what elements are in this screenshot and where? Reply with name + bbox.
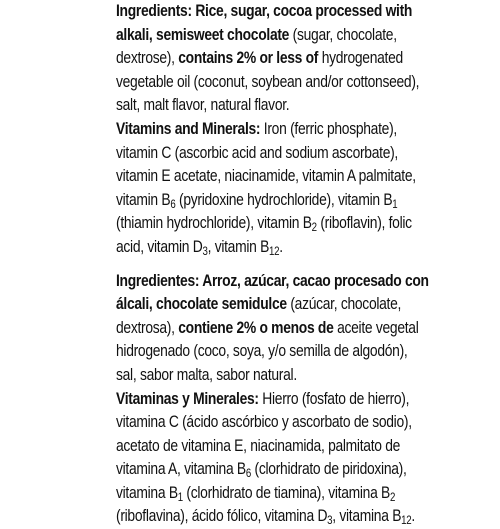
text: (clorhidrato de piridoxina), [251,460,407,478]
text: dextrosa), [116,319,178,337]
line [116,212,494,236]
line [116,0,494,24]
line [116,118,494,142]
line [116,47,494,71]
line [116,189,494,213]
text: hydrogenated [318,49,403,67]
bold-text: álcali, chocolate semidulce [116,295,287,313]
spanish-ingredients [116,270,494,388]
text: (riboflavin), folic [317,214,412,232]
line [116,94,494,118]
line [116,340,494,364]
text: (clorhidrato de tiamina), vitamina B [183,484,390,502]
subscript: 3 [327,515,332,527]
text: acid, vitamin D [116,238,202,256]
text: hidrogenado (coco, soya, y/o semilla de algodón), [116,342,407,360]
line [116,364,494,388]
ingredients-heading: Ingredients: Rice, sugar, cocoa processed with [116,2,412,20]
vitaminas-heading: Vitaminas y Minerales: [116,390,259,408]
text: , vitamina B [332,507,401,525]
subscript: 2 [312,222,317,234]
text: vitamin E acetate, niacinamide, vitamin A palmitate, [116,167,416,185]
text: (riboflavina), ácido fólico, vitamina D [116,507,327,525]
text: (azúcar, chocolate, [287,295,401,313]
line [116,165,494,189]
bold-text: alkali, semisweet chocolate [116,26,289,44]
line [116,71,494,95]
text: acetato de vitamina E, niacinamida, palmitato de [116,437,400,455]
text: vitamina A, vitamina B [116,460,246,478]
text: dextrose), [116,49,178,67]
line [116,435,494,459]
text: vitamina C (ácido ascórbico y ascorbato de sodio), [116,413,412,431]
subscript: 6 [246,468,251,480]
line [116,270,494,294]
bold-text: contains 2% or less of [178,49,318,67]
text: , vitamin B [208,238,269,256]
line [116,458,494,482]
text: (pyridoxine hydrochloride), vitamin B [175,191,392,209]
text: vitamin C (ascorbic acid and sodium ascorbate), [116,144,398,162]
english-ingredients [116,0,494,118]
text: salt, malt flavor, natural flavor. [116,96,289,114]
line [116,293,494,317]
subscript: 2 [390,492,395,504]
bold-text: contiene 2% o menos de [178,319,333,337]
line [116,24,494,48]
text: (sugar, chocolate, [289,26,397,44]
subscript: 12 [401,515,411,527]
text: . [411,507,415,525]
text: sal, sabor malta, sabor natural. [116,366,297,384]
subscript: 1 [392,199,397,211]
text: (thiamin hydrochloride), vitamin B [116,214,312,232]
line [116,317,494,341]
english-vitamins [116,118,494,260]
text: aceite vegetal [334,319,419,337]
line [116,388,494,412]
text: Hierro (fosfato de hierro), [259,390,409,408]
vitamins-heading: Vitamins and Minerals: [116,120,260,138]
ingredientes-heading: Ingredientes: Arroz, azúcar, cacao procesado con [116,272,429,290]
line [116,505,494,529]
spanish-vitamins [116,388,494,529]
text: Iron (ferric phosphate), [260,120,397,138]
line [116,411,494,435]
line [116,482,494,506]
text: vitamin B [116,191,170,209]
text: vitamina B [116,484,178,502]
subscript: 3 [202,246,207,258]
text: vegetable oil (coconut, soybean and/or cottonseed), [116,73,419,91]
subscript: 1 [178,492,183,504]
ingredients-label [116,0,494,529]
subscript: 12 [269,246,279,258]
text: . [279,238,283,256]
subscript: 6 [170,199,175,211]
line [116,142,494,166]
section-gap [116,260,494,270]
line [116,236,494,260]
